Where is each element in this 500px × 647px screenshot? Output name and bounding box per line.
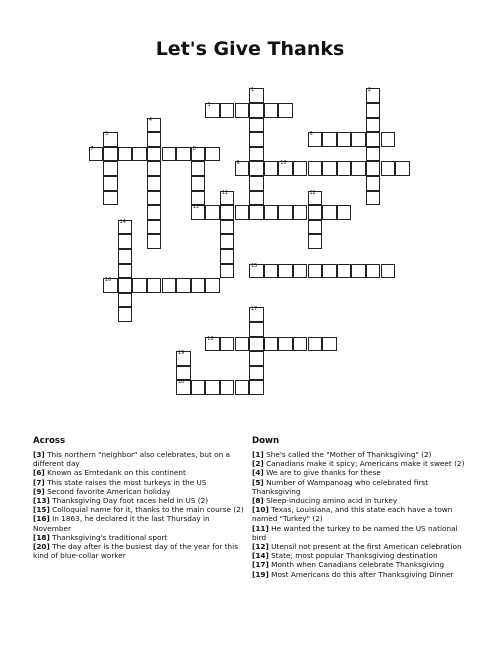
crossword-cell[interactable]: [220, 205, 235, 220]
crossword-cell[interactable]: [220, 191, 235, 206]
cell-number: 20: [178, 380, 185, 386]
crossword-cell[interactable]: [249, 307, 264, 322]
cell-number: 17: [251, 307, 258, 313]
crossword-cell[interactable]: [205, 337, 220, 352]
crossword-cell[interactable]: [103, 176, 118, 191]
crossword-cell[interactable]: [278, 161, 293, 176]
page-title: Let's Give Thanks: [155, 38, 345, 60]
clue-text: Thanksgiving Day foot races held in US (2): [49, 496, 209, 506]
crossword-cell[interactable]: [249, 132, 264, 147]
crossword-cell[interactable]: [264, 337, 279, 352]
crossword-cell[interactable]: [293, 337, 308, 352]
crossword-cell[interactable]: [147, 234, 162, 249]
clue-text: We are to give thanks for these: [263, 468, 381, 478]
across-clue: [33, 514, 245, 532]
crossword-cell[interactable]: [118, 278, 133, 293]
crossword-cell[interactable]: [176, 278, 191, 293]
clue-number: [6]: [33, 468, 45, 478]
down-clue: [252, 496, 467, 505]
clue-number: [11]: [252, 523, 269, 533]
clue-number: [3]: [33, 450, 45, 459]
down-clues: [252, 436, 467, 579]
cell-number: 2: [367, 88, 371, 94]
across-heading: Across: [33, 436, 66, 446]
clue-text: The day after is the busiest day of the year for this kind of blue-collar worker: [33, 542, 239, 561]
cell-number: 18: [207, 336, 214, 342]
crossword-cell[interactable]: [103, 161, 118, 176]
crossword-cell[interactable]: [351, 161, 366, 176]
crossword-cell[interactable]: [249, 191, 264, 206]
across-clue: [33, 505, 245, 514]
crossword-cell[interactable]: [147, 161, 162, 176]
crossword-cell[interactable]: [118, 147, 133, 162]
clue-number: [12]: [252, 542, 269, 552]
crossword-cell[interactable]: [191, 278, 206, 293]
crossword-cell[interactable]: [89, 147, 104, 162]
clue-text: Month when Canadians celebrate Thanksgiving: [268, 560, 445, 570]
crossword-cell[interactable]: [366, 132, 381, 147]
across-clue: [33, 542, 245, 560]
cell-number: 19: [178, 351, 185, 357]
crossword-cell[interactable]: [147, 176, 162, 191]
crossword-cell[interactable]: [176, 351, 191, 366]
crossword-cell[interactable]: [249, 351, 264, 366]
crossword-cell[interactable]: [235, 380, 250, 395]
crossword-cell[interactable]: [176, 366, 191, 381]
crossword-cell[interactable]: [264, 264, 279, 279]
crossword-cell[interactable]: [249, 147, 264, 162]
clue-number: [16]: [33, 514, 50, 524]
clue-text: Number of Wampanoag who celebrated first Thanksgiving: [252, 477, 429, 496]
crossword-cell[interactable]: [308, 337, 323, 352]
crossword-cell[interactable]: [205, 278, 220, 293]
crossword-cell[interactable]: [351, 132, 366, 147]
crossword-cell[interactable]: [322, 264, 337, 279]
down-clue: [252, 560, 467, 569]
cell-number: 9: [236, 161, 240, 167]
crossword-cell[interactable]: [366, 176, 381, 191]
across-clue: [33, 496, 245, 505]
down-clue: [252, 450, 467, 459]
crossword-cell[interactable]: [118, 307, 133, 322]
crossword-cell[interactable]: [103, 132, 118, 147]
crossword-cell[interactable]: [118, 249, 133, 264]
crossword-cell[interactable]: [351, 264, 366, 279]
crossword-cell[interactable]: [249, 366, 264, 381]
clue-number: [13]: [33, 496, 50, 506]
crossword-cell[interactable]: [147, 118, 162, 133]
clue-text: Colloquial name for it, thanks to the main course (2): [49, 505, 244, 515]
down-clue: [252, 524, 467, 542]
crossword-cell[interactable]: [220, 103, 235, 118]
down-clue: [252, 478, 467, 496]
crossword-cell[interactable]: [205, 147, 220, 162]
crossword-cell[interactable]: [249, 103, 264, 118]
crossword-cell[interactable]: [191, 176, 206, 191]
clue-number: [18]: [33, 532, 50, 542]
cell-number: 7: [90, 146, 94, 152]
crossword-cell[interactable]: [366, 264, 381, 279]
across-clue: [33, 487, 245, 496]
crossword-cell[interactable]: [220, 249, 235, 264]
down-clue: [252, 505, 467, 523]
clue-number: [2]: [252, 459, 264, 469]
crossword-cell[interactable]: [191, 161, 206, 176]
clue-text: Most Americans do this after Thanksgiving Dinner: [268, 569, 454, 579]
crossword-cell[interactable]: [278, 337, 293, 352]
down-clue: [252, 542, 467, 551]
crossword-cell[interactable]: [308, 220, 323, 235]
crossword-cell[interactable]: [337, 205, 352, 220]
across-clue: [33, 478, 245, 487]
down-clue: [252, 459, 467, 468]
crossword-cell[interactable]: [220, 264, 235, 279]
crossword-cell[interactable]: [308, 264, 323, 279]
cell-number: 15: [251, 263, 258, 269]
clue-text: Sleep-inducing amino acid in turkey: [263, 496, 398, 506]
crossword-cell[interactable]: [264, 161, 279, 176]
crossword-cell[interactable]: [337, 161, 352, 176]
clue-number: [9]: [33, 486, 45, 496]
crossword-cell[interactable]: [147, 220, 162, 235]
clue-text: Known as Erntedank on this continent: [44, 468, 186, 478]
cell-number: 5: [105, 132, 109, 138]
crossword-cell[interactable]: [235, 337, 250, 352]
crossword-cell[interactable]: [381, 264, 396, 279]
crossword-cell[interactable]: [205, 205, 220, 220]
cell-number: 14: [119, 219, 126, 225]
crossword-cell[interactable]: [395, 161, 410, 176]
crossword-cell[interactable]: [147, 191, 162, 206]
crossword-cell[interactable]: [322, 205, 337, 220]
crossword-cell[interactable]: [249, 337, 264, 352]
crossword-cell[interactable]: [249, 264, 264, 279]
clue-number: [7]: [33, 477, 45, 487]
crossword-cell[interactable]: [235, 161, 250, 176]
crossword-cell[interactable]: [249, 161, 264, 176]
crossword-cell[interactable]: [191, 380, 206, 395]
crossword-cell[interactable]: [381, 132, 396, 147]
cell-number: 11: [221, 190, 228, 196]
crossword-cell[interactable]: [337, 264, 352, 279]
crossword-cell[interactable]: [205, 103, 220, 118]
clue-number: [4]: [252, 468, 264, 478]
clue-text: Canadians make it spicy; Americans make it sweet (2): [263, 459, 465, 469]
crossword-cell[interactable]: [278, 205, 293, 220]
clue-number: [1]: [252, 450, 264, 459]
cell-number: 10: [280, 161, 287, 167]
down-clue: [252, 468, 467, 477]
cell-number: 12: [309, 190, 316, 196]
across-clue: [33, 450, 245, 468]
crossword-cell[interactable]: [381, 161, 396, 176]
cell-number: 8: [192, 146, 196, 152]
crossword-cell[interactable]: [249, 118, 264, 133]
clue-number: [5]: [252, 477, 264, 487]
cell-number: 13: [192, 205, 199, 211]
crossword-cell[interactable]: [249, 205, 264, 220]
crossword-cell[interactable]: [308, 205, 323, 220]
crossword-cell[interactable]: [147, 132, 162, 147]
crossword-cell[interactable]: [249, 88, 264, 103]
clue-text: Utensil not present at the first American celebration: [268, 542, 462, 552]
down-clue: [252, 570, 467, 579]
clue-text: Thanksgiving's traditional sport: [49, 532, 168, 542]
crossword-cell[interactable]: [249, 380, 264, 395]
crossword-cell[interactable]: [220, 380, 235, 395]
crossword-cell[interactable]: [293, 205, 308, 220]
crossword-cell[interactable]: [132, 278, 147, 293]
crossword-cell[interactable]: [220, 234, 235, 249]
crossword-cell[interactable]: [278, 103, 293, 118]
crossword-cell[interactable]: [249, 322, 264, 337]
crossword-cell[interactable]: [205, 380, 220, 395]
clue-text: State; most popular Thanksgiving destination: [268, 551, 438, 561]
clue-number: [10]: [252, 505, 269, 515]
clue-text: This northern "neighbor" also celebrates, but on a different day: [33, 450, 231, 469]
crossword-cell[interactable]: [308, 234, 323, 249]
crossword-cell[interactable]: [118, 220, 133, 235]
crossword-cell[interactable]: [147, 278, 162, 293]
cell-number: 4: [148, 117, 152, 123]
crossword-cell[interactable]: [322, 161, 337, 176]
clue-number: [20]: [33, 542, 50, 552]
cell-number: 1: [251, 88, 255, 94]
crossword-cell[interactable]: [235, 103, 250, 118]
clue-number: [17]: [252, 560, 269, 570]
down-heading: Down: [252, 436, 280, 446]
crossword-cell[interactable]: [118, 264, 133, 279]
crossword-cell[interactable]: [176, 147, 191, 162]
crossword-cell[interactable]: [293, 161, 308, 176]
clue-text: This state raises the most turkeys in the US: [44, 477, 207, 487]
across-clue: [33, 468, 245, 477]
clue-text: He wanted the turkey to be named the US national bird: [252, 523, 458, 542]
crossword-cell[interactable]: [366, 118, 381, 133]
crossword-cell[interactable]: [264, 205, 279, 220]
crossword-cell[interactable]: [366, 161, 381, 176]
crossword-cell[interactable]: [249, 176, 264, 191]
cell-number: 6: [309, 132, 313, 138]
crossword-cell[interactable]: [337, 132, 352, 147]
crossword-cell[interactable]: [162, 147, 177, 162]
crossword-cell[interactable]: [366, 103, 381, 118]
clue-text: Texas, Louisiana, and this state each have a town named "Turkey" (2): [252, 505, 453, 524]
clue-text: She's called the "Mother of Thanksgiving" (2): [263, 450, 432, 459]
crossword-cell[interactable]: [147, 147, 162, 162]
crossword-cell[interactable]: [264, 103, 279, 118]
crossword-cell[interactable]: [308, 132, 323, 147]
across-clues: [33, 436, 245, 560]
crossword-cell[interactable]: [191, 205, 206, 220]
crossword-cell[interactable]: [293, 264, 308, 279]
clue-text: In 1863, he declared it the last Thursday in November: [33, 514, 210, 533]
crossword-cell[interactable]: [322, 337, 337, 352]
crossword-cell[interactable]: [191, 147, 206, 162]
crossword-cell[interactable]: [118, 234, 133, 249]
crossword-cell[interactable]: [103, 191, 118, 206]
crossword-cell[interactable]: [103, 278, 118, 293]
crossword-cell[interactable]: [366, 88, 381, 103]
crossword-cell[interactable]: [191, 191, 206, 206]
cell-number: 3: [207, 103, 211, 108]
clue-number: [15]: [33, 505, 50, 515]
crossword-cell[interactable]: [366, 147, 381, 162]
clue-number: [19]: [252, 569, 269, 579]
crossword-cell[interactable]: [366, 191, 381, 206]
crossword-cell[interactable]: [103, 147, 118, 162]
crossword-cell[interactable]: [308, 161, 323, 176]
clue-number: [8]: [252, 496, 264, 506]
crossword-cell[interactable]: [132, 147, 147, 162]
crossword-cell[interactable]: [308, 191, 323, 206]
crossword-cell[interactable]: [147, 205, 162, 220]
crossword-cell[interactable]: [322, 132, 337, 147]
crossword-cell[interactable]: [176, 380, 191, 395]
cell-number: 16: [105, 278, 112, 284]
clue-number: [14]: [252, 551, 269, 561]
crossword-cell[interactable]: [220, 220, 235, 235]
crossword-cell[interactable]: [118, 293, 133, 308]
crossword-cell[interactable]: [278, 264, 293, 279]
crossword-cell[interactable]: [220, 337, 235, 352]
across-clue: [33, 533, 245, 542]
crossword-cell[interactable]: [235, 205, 250, 220]
clue-text: Second favorite American holiday: [44, 486, 171, 496]
down-clue: [252, 551, 467, 560]
crossword-cell[interactable]: [162, 278, 177, 293]
